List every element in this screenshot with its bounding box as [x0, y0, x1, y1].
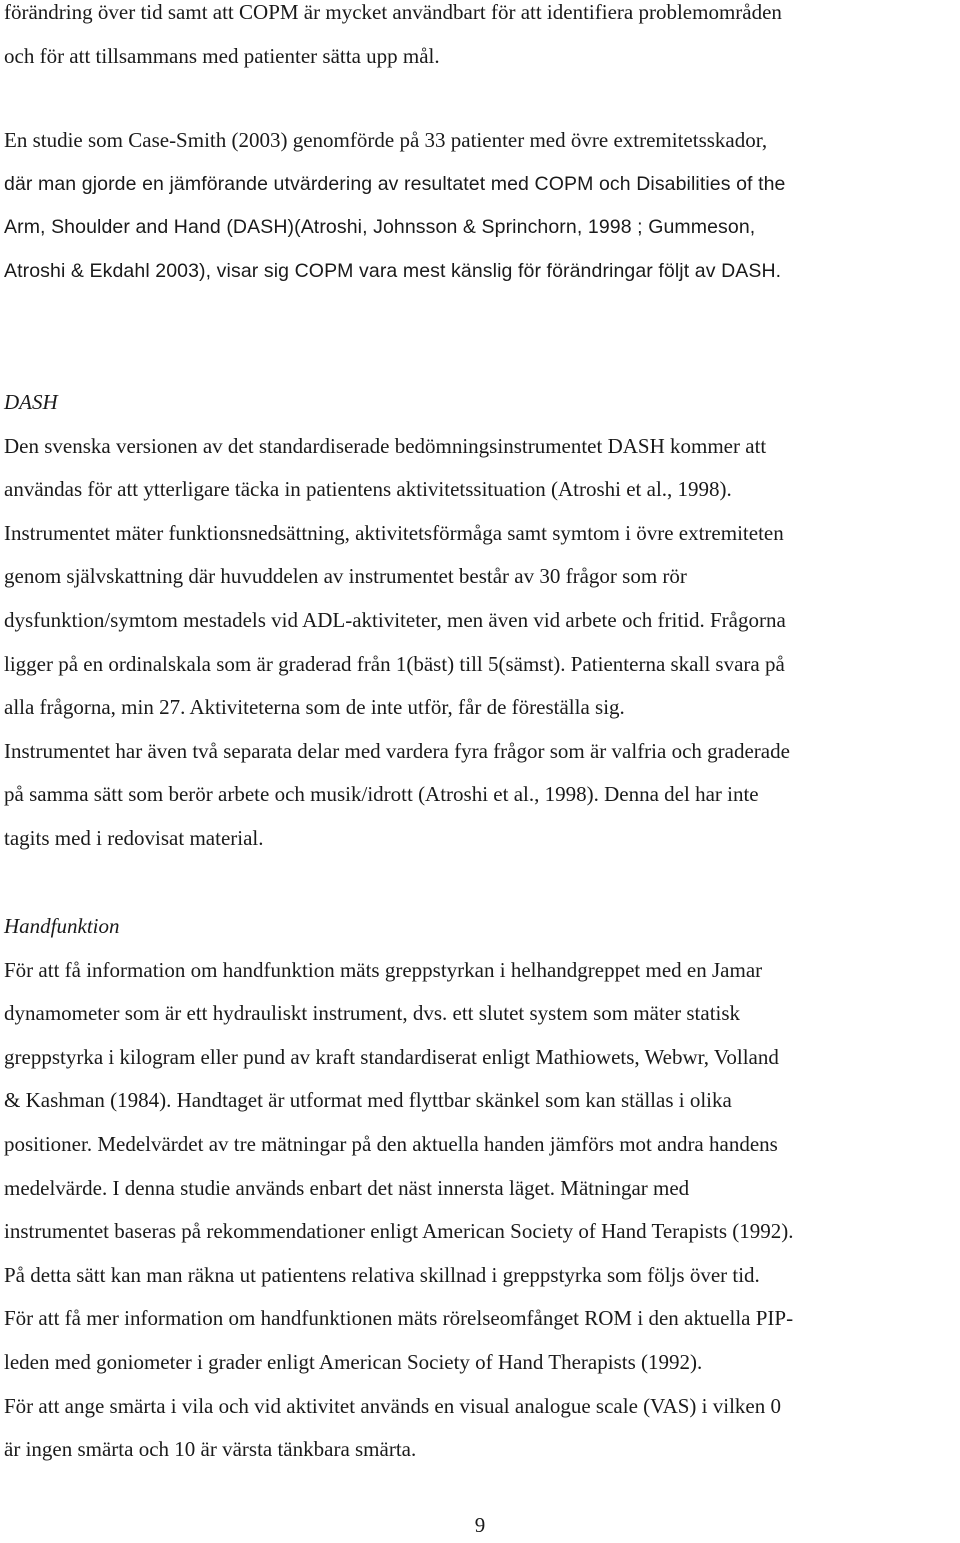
- text-line: ligger på en ordinalskala som är graderad från 1(bäst) till 5(sämst). Patienterna skall svara på: [4, 651, 785, 676]
- dash-section: [4, 381, 956, 861]
- text-line: För att ange smärta i vila och vid aktivitet används en visual analogue scale (VAS) i vilken 0: [4, 1393, 781, 1418]
- section-heading-handfunktion: Handfunktion: [4, 914, 120, 938]
- text-line: & Kashman (1984). Handtaget är utformat med flyttbar skänkel som kan ställas i olika: [4, 1088, 732, 1113]
- section-heading-dash: DASH: [4, 390, 58, 414]
- text-line: medelvärde. I denna studie används enbart det näst innersta läget. Mätningar med: [4, 1175, 690, 1200]
- text-line: Den svenska versionen av det standardiserade bedömningsinstrumentet DASH kommer att: [4, 433, 767, 458]
- text-line: är ingen smärta och 10 är värsta tänkbara smärta.: [4, 1437, 417, 1462]
- text-line: tagits med i redovisat material.: [4, 825, 264, 850]
- text-line: Arm, Shoulder and Hand (DASH)(Atroshi, Johnsson & Sprinchorn, 1998 ; Gummeson,: [4, 216, 756, 239]
- page-number: 9: [474, 1513, 486, 1537]
- text-line: En studie som Case-Smith (2003) genomförde på 33 patienter med övre extremitetsskador,: [4, 128, 768, 152]
- text-line: alla frågorna, min 27. Aktiviteterna som de inte utför, får de föreställa sig.: [4, 695, 625, 720]
- text-line: Atroshi & Ekdahl 2003), visar sig COPM vara mest känslig för förändringar följt av DASH.: [4, 259, 782, 282]
- text-line: greppstyrka i kilogram eller pund av kraft standardiserat enligt Mathiowets, Webwr, Volland: [4, 1044, 779, 1069]
- text-line: Instrumentet har även två separata delar med vardera fyra frågor som är valfria och graderade: [4, 738, 790, 763]
- text-line: på samma sätt som berör arbete och musik/idrott (Atroshi et al., 1998). Denna del har inte: [4, 782, 759, 807]
- text-line: där man gjorde en jämförande utvärdering av resultatet med COPM och Disabilities of the: [4, 172, 786, 195]
- text-line: användas för att ytterligare täcka in patientens aktivitetssituation (Atroshi et al., 1998).: [4, 477, 732, 502]
- text-line: För att få mer information om handfunktionen mäts rörelseomfånget ROM i den aktuella PIP-: [4, 1306, 794, 1331]
- text-line: Instrumentet mäter funktionsnedsättning, aktivitetsförmåga samt symtom i övre extremiteten: [4, 520, 784, 545]
- text-line: För att få information om handfunktion mäts greppstyrkan i helhandgreppet med en Jamar: [4, 957, 763, 982]
- text-line: genom självskattning där huvuddelen av instrumentet består av 30 frågor som rör: [4, 564, 687, 589]
- text-line: och för att tillsammans med patienter sätta upp mål.: [4, 43, 440, 68]
- text-line: positioner. Medelvärdet av tre mätningar på den aktuella handen jämförs mot andra handens: [4, 1131, 778, 1156]
- handfunktion-section: [4, 905, 956, 1472]
- text-line: förändring över tid samt att COPM är mycket användbart för att identifiera problemområden: [4, 0, 782, 24]
- text-line: dysfunktion/symtom mestadels vid ADL-aktiviteter, men även vid arbete och fritid. Frågorna: [4, 607, 786, 632]
- case-smith-paragraph: [4, 119, 956, 293]
- intro-paragraph: [4, 0, 956, 78]
- text-line: På detta sätt kan man räkna ut patientens relativa skillnad i greppstyrka som följs över tid.: [4, 1262, 760, 1287]
- text-line: instrumentet baseras på rekommendationer enligt American Society of Hand Terapists (1992).: [4, 1219, 794, 1244]
- text-line: dynamometer som är ett hydrauliskt instrument, dvs. ett slutet system som mäter statisk: [4, 1001, 741, 1026]
- text-line: leden med goniometer i grader enligt American Society of Hand Therapists (1992).: [4, 1349, 703, 1374]
